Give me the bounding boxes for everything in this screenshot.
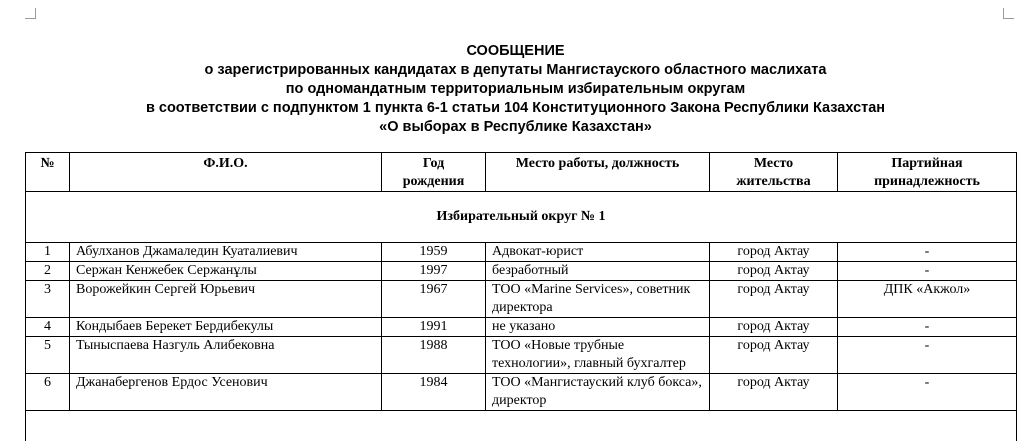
header-num: № — [26, 153, 70, 192]
cell-job: ТОО «Новые трубные технологии», главный бухгалтер — [486, 337, 710, 374]
cell-job: Адвокат-юрист — [486, 243, 710, 262]
cell-city: город Актау — [710, 337, 838, 374]
heading-title: СООБЩЕНИЕ — [466, 43, 565, 59]
heading-line-1: о зарегистрированных кандидатах в депутаты Мангистауского областного маслихата — [204, 62, 827, 78]
document-heading — [0, 42, 1031, 137]
candidates-table — [25, 152, 1017, 441]
heading-line-2: по одномандатным территориальным избирательным округам — [285, 81, 746, 97]
cell-job: ТОО «Мангистауский клуб бокса», директор — [486, 374, 710, 411]
cell-job: ТОО «Marine Services», советник директора — [486, 281, 710, 318]
cell-city: город Актау — [710, 243, 838, 262]
cell-city: город Актау — [710, 318, 838, 337]
cell-num: 6 — [26, 374, 70, 411]
table-row — [26, 281, 1017, 318]
cell-name: Ворожейкин Сергей Юрьевич — [70, 281, 382, 318]
district-row — [26, 192, 1017, 243]
header-party: Партийная принадлежность — [838, 153, 1017, 192]
cell-year: 1959 — [382, 243, 486, 262]
table-header-row — [26, 153, 1017, 192]
cell-job: не указано — [486, 318, 710, 337]
cell-year: 1997 — [382, 262, 486, 281]
cell-num: 2 — [26, 262, 70, 281]
page-corner-mark-right — [1003, 8, 1014, 19]
cell-party: - — [838, 374, 1017, 411]
cell-name: Кондыбаев Берекет Бердибекулы — [70, 318, 382, 337]
cell-year: 1967 — [382, 281, 486, 318]
cell-party: ДПК «Акжол» — [838, 281, 1017, 318]
cell-name: Тыныспаева Назгуль Алибековна — [70, 337, 382, 374]
cell-num: 3 — [26, 281, 70, 318]
table-row — [26, 262, 1017, 281]
cell-job: безработный — [486, 262, 710, 281]
cell-name: Джанабергенов Ердос Усенович — [70, 374, 382, 411]
table-continuation-row — [26, 411, 1017, 442]
district-label: Избирательный округ № 1 — [26, 192, 1017, 243]
header-year: Год рождения — [382, 153, 486, 192]
cell-party: - — [838, 318, 1017, 337]
cell-num: 5 — [26, 337, 70, 374]
cell-num: 1 — [26, 243, 70, 262]
cell-city: город Актау — [710, 262, 838, 281]
header-city: Место жительства — [710, 153, 838, 192]
table-row — [26, 374, 1017, 411]
page-corner-mark-left — [25, 8, 36, 19]
cell-name: Абулханов Джамаледин Куаталиевич — [70, 243, 382, 262]
cell-party: - — [838, 243, 1017, 262]
cell-num: 4 — [26, 318, 70, 337]
table-row — [26, 243, 1017, 262]
cell-year: 1988 — [382, 337, 486, 374]
cell-city: город Актау — [710, 281, 838, 318]
continuation-cell — [26, 411, 1017, 442]
table-row — [26, 337, 1017, 374]
cell-city: город Актау — [710, 374, 838, 411]
cell-name: Сержан Кенжебек Сержанұлы — [70, 262, 382, 281]
table-row — [26, 318, 1017, 337]
header-job: Место работы, должность — [486, 153, 710, 192]
header-name: Ф.И.О. — [70, 153, 382, 192]
cell-party: - — [838, 337, 1017, 374]
cell-year: 1991 — [382, 318, 486, 337]
heading-line-3: в соответствии с подпунктом 1 пункта 6-1 статьи 104 Конституционного Закона Республики Казахстан — [145, 100, 886, 116]
cell-party: - — [838, 262, 1017, 281]
cell-year: 1984 — [382, 374, 486, 411]
heading-line-4: «О выборах в Республике Казахстан» — [379, 119, 652, 135]
